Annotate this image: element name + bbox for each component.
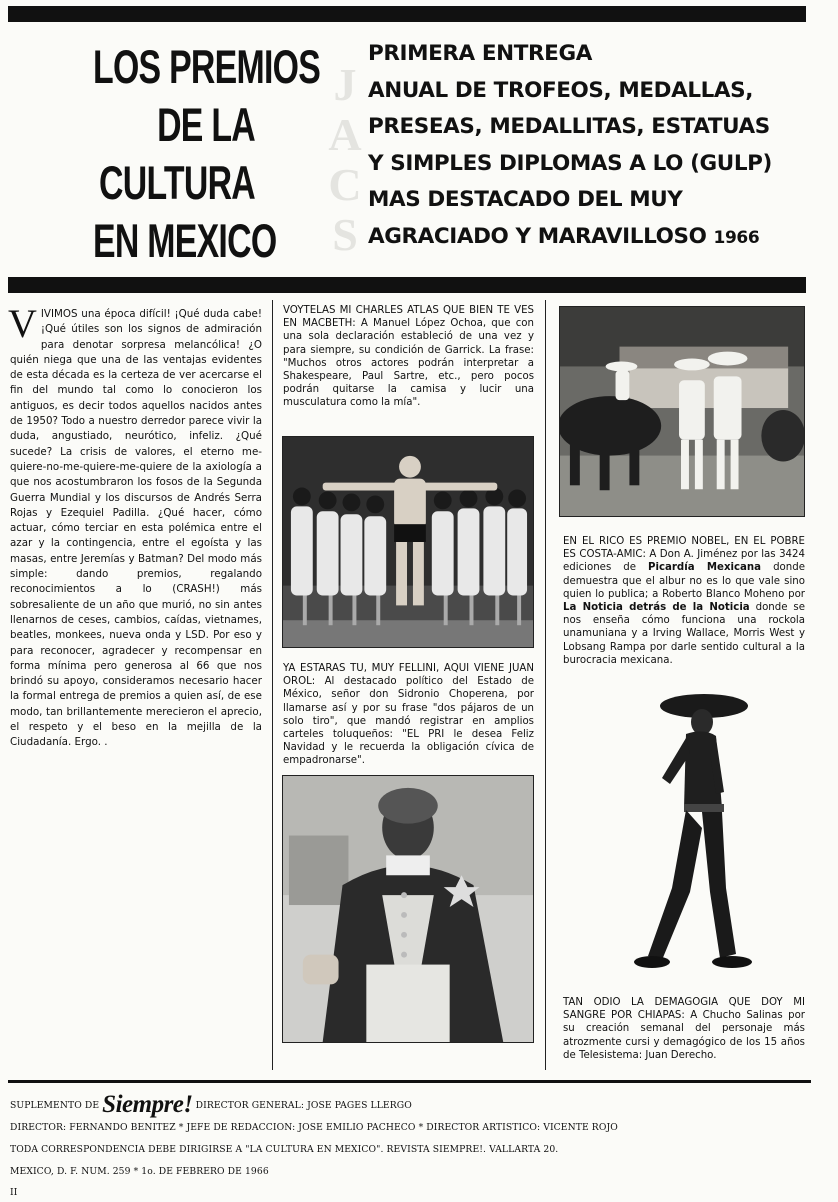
caption-nobel-title-1: Picardía Mexicana (648, 562, 762, 574)
photo-wrestler-chorus (282, 436, 534, 648)
caption-chiapas: TAN ODIO LA DEMAGOGIA QUE DOY MI SANGRE POR CHIAPAS: A Chucho Salinas por su creación semanal del personaje más atrozmente cursi y demagógico de los 15 años de Telesistema: Juan Derecho. (563, 997, 805, 1061)
photo-oxcart-rural-image (560, 307, 804, 516)
subtitle-line-2: ANUAL DE TROFEOS, MEDALLAS, (368, 77, 754, 103)
subtitle-year: 1966 (713, 227, 760, 248)
section-title (93, 38, 321, 270)
drop-cap: V (8, 301, 37, 346)
ghost-lettering: J A C S (328, 59, 362, 260)
footer-director-general: DIRECTOR GENERAL: JOSE PAGES LLERGO (195, 1100, 412, 1111)
footer-row-4: MEXICO, D. F. NUM. 259 * 1o. DE FEBRERO DE 1966 (10, 1166, 269, 1177)
subtitle-line-1: PRIMERA ENTREGA (368, 41, 592, 66)
caption-atlas: VOYTELAS MI CHARLES ATLAS QUE BIEN TE VES EN MACBETH: A Manuel López Ochoa, que con una sola declaración estableció de una vez y para siempre, su condición de Garrick. La frase: "Muchos otros actores podrán interpretar a Shakespeare, Paul Sartre, etc., pero pocos podrán quitarse la camisa y lucir una musculatura como la mía". (283, 305, 534, 409)
footer-rule (8, 1080, 811, 1083)
title-line-2: DE LA (157, 98, 255, 151)
title-line-1: LOS PREMIOS (93, 40, 321, 93)
subtitle-line-3: PRESEAS, MEDALLITAS, ESTATUAS (368, 114, 770, 139)
top-rule (8, 6, 806, 22)
photo-charro-figure-image (600, 688, 760, 978)
caption-fellini: YA ESTARAS TU, MUY FELLINI, AQUI VIENE JUAN OROL: Al destacado político del Estado de México, señor don Sidronio Choperena, por llamarse así y por su frase "dos pájaros de un solo tiro", que mandó registrar en amplios carteles toluqueños: "EL PRI le desea Feliz Navidad y le recuerda la obligación cívica de empadronarse". (283, 663, 534, 767)
caption-nobel-mid: donde demuestra que el albur no es lo que vale sino quien lo publica; a Roberto Blanco Moheno por (563, 562, 805, 600)
footer-supplement-prefix: SUPLEMENTO DE (10, 1100, 100, 1111)
footer-row-2: DIRECTOR: FERNANDO BENITEZ * JEFE DE REDACCION: JOSE EMILIO PACHECO * DIRECTOR ARTISTICO: VICENTE ROJO (10, 1122, 618, 1133)
intro-article (8, 301, 262, 751)
siempre-logo: Siempre! (102, 1091, 193, 1118)
photo-charro-figure (600, 688, 760, 978)
middle-rule (8, 277, 806, 293)
intro-text: IVIMOS una época difícil! ¡Qué duda cabe! ¡Qué útiles son los signos de admiración para denotar sorpresa melancólica! ¿O quién niega que una de las ventajas evidentes de esta década es la certeza de ver acercarse el fin del mundo tal como lo conocieron los antiguos, es decir todos aquellos nacidos antes de 1950? Todo a nuestro derredor parece vivir la duda, angustiado, neurótico, infeliz. ¿Qué sucede? La crisis de valores, el eterno me-quiere-no-me-quiere-me-quiere de la axiología a que nos acostumbraron los fosos de la Segunda Guerra Mundial y los discursos de Andrés Serra Rojas y Ezequiel Padilla. ¿Qué hacer, cómo actuar, cómo terciar en esta polémica entre el azar y la contingencia, entre el egoísta y las masas, entre Jeremías y Batman? Del modo más simple: dando premios, regalando reconocimientos a lo (CRASH!) más sobresaliente de un año que murió, no sin antes llenarnos de ceses, cambios, caídas, vietnames, beatles, monkees, nueva onda y LSD. Por eso y para reconocer, agradecer y recompensar en forma mínima pero generosa al 66 que nos brindó su apoyo, consideramos necesario hacer la formal entrega de premios a quien así, de ese modo, tan brillantemente merecieron el aprecio, el respeto y el beso en la mejilla de la Ciudadanía. Ergo. . (10, 308, 262, 749)
column-divider-2 (545, 300, 546, 1070)
photo-oxcart-rural (559, 306, 805, 517)
footer-row-1 (10, 1091, 810, 1118)
photo-general-portrait-image (283, 776, 533, 1042)
subtitle-line-6-text: AGRACIADO Y MARAVILLOSO (368, 223, 707, 249)
title-line-4: EN MEXICO (93, 214, 277, 267)
caption-nobel-title-2: La Noticia detrás de la Noticia (563, 602, 750, 614)
subtitle-line-5: MAS DESTACADO DEL MUY (368, 187, 683, 212)
subtitle-line-6 (368, 219, 808, 257)
page-number: II (10, 1187, 18, 1198)
photo-general-portrait (282, 775, 534, 1043)
column-divider-1 (272, 300, 273, 1070)
footer-row-3: TODA CORRESPONDENCIA DEBE DIRIGIRSE A "LA CULTURA EN MEXICO". REVISTA SIEMPRE!. VALLARTA 20. (10, 1144, 559, 1155)
title-line-3: CULTURA (99, 156, 255, 209)
photo-wrestler-chorus-image (283, 437, 533, 647)
subtitle-block (368, 36, 808, 256)
subtitle-line-4: Y SIMPLES DIPLOMAS A LO (GULP) (368, 150, 772, 176)
caption-nobel-tail: donde se nos enseña cómo funciona una rockola unamuniana y a Irving Wallace, Morris West y Lobsang Rampa por darle sentido cultural a la burocracia mexicana. (563, 602, 805, 666)
caption-nobel-head: EN EL RICO ES PREMIO NOBEL, EN EL POBRE ES COSTA-AMIC: A Don A. Jiménez por las 3424 ediciones de (563, 536, 805, 574)
caption-nobel (563, 535, 805, 667)
footer-credits (10, 1091, 810, 1202)
